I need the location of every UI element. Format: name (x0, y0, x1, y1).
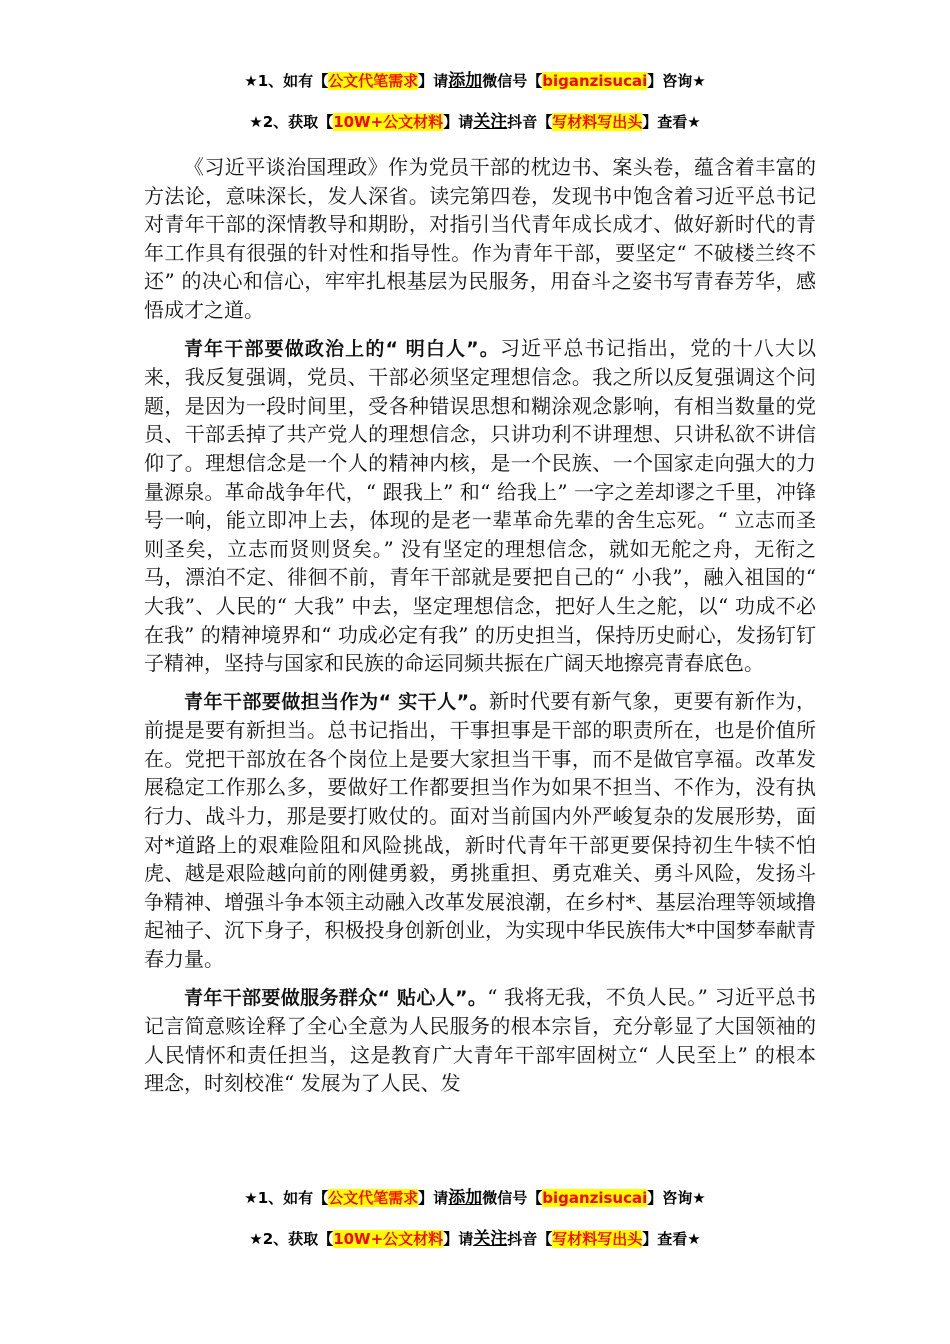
promo-underlined: 添加 (448, 1188, 483, 1208)
promo-text: 】请 (443, 1230, 474, 1248)
promo-text: ★1、如有【 (244, 72, 329, 90)
paragraph-text: 新时代要有新气象，更要有新作为，前提是要有新担当。总书记指出，干事担事是干部的职责所在，也是价值所在。党把干部放在各个岗位上是要大家担当干事，而不是做官享福。改革发展稳定工作那么多，要做好工作都要担当作为如果不担当、不作为，没有执行力、战斗力，那是要打败仗的。面对当前国内外严峻复杂的发展形势，面对*道路上的艰难险阻和风险挑战，新时代青年干部更要保持初生牛犊不怕虎、越是艰险越向前的刚健勇毅，勇挑重担、勇克难关、勇斗风险，发扬斗争精神、增强斗争本领主动融入改革发展浪潮，在乡村*、基层治理等领域撸起袖子、沉下身子，积极投身创新创业，为实现中华民族伟大*中国梦奉献青春力量。 (144, 688, 817, 972)
promo-text: ★2、获取【 (249, 1230, 334, 1248)
paragraph-responsibility (144, 687, 816, 974)
paragraph-service (144, 983, 816, 1098)
paragraph-intro (144, 153, 816, 325)
promo-line-bottom-2 (0, 1228, 950, 1250)
promo-underlined: 关注 (473, 1229, 508, 1249)
paragraph-text: “ 我将无我，不负人民。” 习近平总书记言简意赅诠释了全心全意为人民服务的根本宗旨，充分彰显了大国领袖的人民情怀和责任担当，这是教育广大青年干部牢固树立“ 人民至上” 的根本理念，时刻校准“ 发展为了人民、发 (144, 984, 816, 1096)
article-body (144, 153, 816, 1107)
promo-text: ★2、获取【 (249, 113, 334, 131)
paragraph-heading: 青年干部要做政治上的“ 明白人”。 (184, 337, 500, 360)
promo-text: 微信号【 (482, 1189, 543, 1207)
promo-highlight: 10W+公文材料 (333, 113, 444, 131)
promo-text: 抖音【 (507, 1230, 553, 1248)
paragraph-heading: 青年干部要做担当作为“ 实干人”。 (184, 690, 490, 713)
paragraph-political (144, 334, 816, 678)
promo-text: 】咨询★ (647, 72, 706, 90)
promo-text: 抖音【 (507, 113, 553, 131)
promo-text: ★1、如有【 (244, 1189, 329, 1207)
promo-text: 】查看★ (642, 113, 701, 131)
promo-text: 】请 (418, 1189, 449, 1207)
promo-highlight: 公文代笔需求 (328, 1189, 419, 1207)
promo-line-top-1 (0, 70, 950, 92)
promo-underlined: 添加 (448, 71, 483, 91)
paragraph-heading: 青年干部要做服务群众“ 贴心人”。 (184, 986, 488, 1009)
paragraph-text: 习近平总书记指出，党的十八大以来，我反复强调，党员、干部必须坚定理想信念。我之所以反复强调这个问题，是因为一段时间里，受各种错误思想和糊涂观念影响，有相当数量的党员、干部丢掉了共产党人的理想信念，只讲功利不讲理想、只讲私欲不讲信仰了。理想信念是一个人的精神内核，是一个民族、一个国家走向强大的力量源泉。革命战争年代，“ 跟我上” 和“ 给我上” 一字之差却谬之千里，冲锋号一响，能立即冲上去，体现的是老一辈革命先辈的舍生忘死。“ 立志而圣则圣矣，立志而贤则贤矣。” 没有坚定的理想信念，就如无舵之舟，无衔之马，漂泊不定、徘徊不前，青年干部就是要把自己的“ 小我”，融入祖国的“ 大我”、人民的“ 大我” 中去，坚定理想信念，把好人生之舵，以“ 功成不必在我” 的精神境界和“ 功成必定有我” 的历史担当，保持历史耐心，发扬钉钉子精神，坚持与国家和民族的命运同频共振在广阔天地擦亮青春底色。 (144, 335, 817, 676)
promo-line-bottom-1 (0, 1187, 950, 1209)
promo-highlight: 10W+公文材料 (333, 1230, 444, 1248)
promo-highlight: 写材料写出头 (552, 1230, 643, 1248)
promo-highlight: biganzisucai (542, 1189, 648, 1207)
promo-highlight: 写材料写出头 (552, 113, 643, 131)
paragraph-text: 《习近平谈治国理政》作为党员干部的枕边书、案头卷，蕴含着丰富的方法论，意味深长，发人深省。读完第四卷，发现书中饱含着习近平总书记对青年干部的深情教导和期盼，对指引当代青年成长成才、做好新时代的青年工作具有很强的针对性和指导性。作为青年干部，要坚定“ 不破楼兰终不还” 的决心和信心，牢牢扎根基层为民服务，用奋斗之姿书写青春芳华，感悟成才之道。 (144, 155, 816, 322)
promo-highlight: biganzisucai (542, 72, 648, 90)
promo-text: 】查看★ (642, 1230, 701, 1248)
promo-text: 】请 (418, 72, 449, 90)
promo-highlight: 公文代笔需求 (328, 72, 419, 90)
promo-text: 微信号【 (482, 72, 543, 90)
promo-line-top-2 (0, 111, 950, 133)
promo-text: 】请 (443, 113, 474, 131)
promo-text: 】咨询★ (647, 1189, 706, 1207)
promo-underlined: 关注 (473, 112, 508, 132)
